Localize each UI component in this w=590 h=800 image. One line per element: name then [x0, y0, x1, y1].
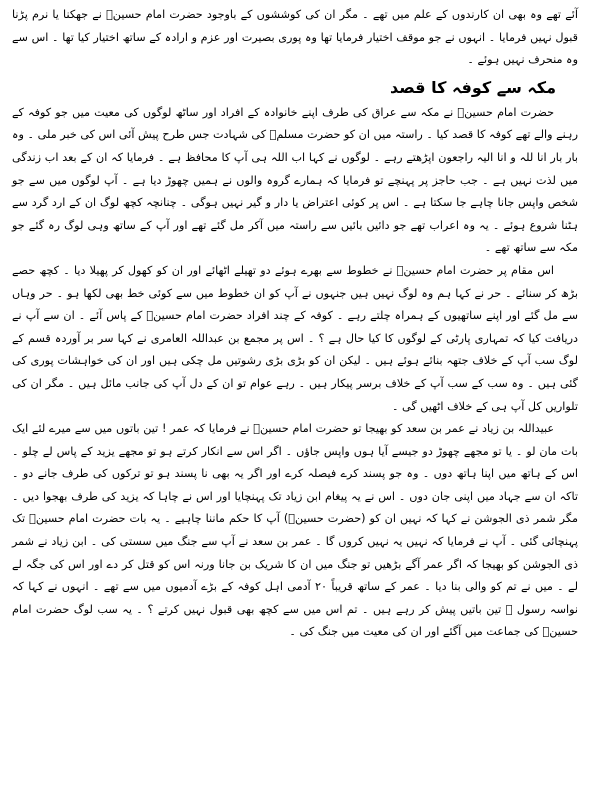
- body-paragraph-1: حضرت امام حسینؑ نے مکہ سے عراق کی طرف اپنے خانوادہ کے افراد اور ساٹھ لوگوں کی معیت میں جو کوفہ کے رہنے والے تھے کوفہ کا قصد کیا ۔ راستہ میں ان کو حضرت مسلمؑ کی شہادت جس طرح پیش آئی اس کی خبر ملی ۔ وہ بار بار انا للہ و انا الیہ راجعون اپڑھتے رہے ۔ لوگوں نے کہا اب اللہ ہی آپ کا محافظ ہے ۔ فرمایا کہ ان کے بعد اب زندگی میں لذت نہیں ہے ۔ جب حاجز پر پہنچے تو فرمایا کہ ہمارے گروہ والوں نے ہمیں چھوڑ دیا ہے ۔ آپ لوگوں میں سے جو شخص واپس جانا چاہے جا سکتا ہے ۔ اس پر کوئی اعتراض یا دار و گیر نہیں ہوگی ۔ چنانچہ کچھ لوگ ان کے ارد گرد سے ہٹنا شروع ہوئے ۔ یہ وہ اعراب تھے جو دائیں بائیں سے راستہ میں آکر مل گئے تھے اور آپ کے ساتھ وہی لوگ رہ گئے جو مکہ سے ساتھ تھے ۔: [12, 105, 578, 255]
- body-paragraph-3: عبیداللہ بن زیاد نے عمر بن سعد کو بھیجا تو حضرت امام حسینؑ نے فرمایا کہ عمر ! تین باتوں میں سے میرے لئے ایک بات مان لو ۔ یا تو مجھے چھوڑ دو جیسے آیا ہوں واپس جاؤں ۔ اگر اس سے انکار کرتے ہو تو مجھے یزید کے پاس لے چلو ۔ اس کے ہاتھ میں اپنا ہاتھ دوں ۔ وہ جو پسند کرے فیصلہ کرے اور اگر یہ بھی نا پسند ہو تو ترکوں کی طرف جانے دو ۔ تاکہ ان سے جہاد میں اپنی جان دوں ۔ اس نے یہ پیغام ابن زیاد تک پہنچایا اور اس نے چاہا کہ یزید کی طرف بھجوا دیں ۔ مگر شمر ذی الجوشن نے کہا کہ نہیں ان کو (حضرت حسینؑ) آپ کا حکم ماننا چاہیے ۔ یہ بات حضرت امام حسینؑ تک پہنچائی گئی ۔ آپ نے فرمایا کہ نہیں یہ نہیں کروں گا ۔ عمر بن سعد نے آپ سے جنگ میں سستی کی ۔ ابن زیاد نے شمر ذی الجوشن کو بھیجا کہ اگر عمر آگے بڑھیں تو جنگ میں ان کا شریک بن جانا ورنہ اس کو قتل کر دے اور اس کی جگہ لے لے ۔ میں نے تم کو والی بنا دیا ۔ عمر کے ساتھ قریباً ۲۰ آدمی اہل کوفہ کے بڑے آدمیوں میں سے تھے ۔ انہوں نے کہا کہ نواسہ رسول ﷺ تین باتیں پیش کر رہے ہیں ۔ تم اس میں سے کچھ بھی قبول نہیں کرتے ؟ ۔ یہ سب لوگ حضرت امام حسینؑ کی جماعت میں آگئے اور ان کی معیت میں جنگ کی ۔: [12, 422, 579, 639]
- section-heading: مکہ سے کوفہ کا قصد: [390, 77, 556, 97]
- body-paragraph-2: اس مقام پر حضرت امام حسینؑ نے خطوط سے بھرے ہوئے دو تھیلے اٹھائے اور ان کو کھول کر پھیلا دیا ۔ کچھ حصے بڑھ کر سنائے ۔ حر نے کہا ہم وہ لوگ نہیں ہیں جنہوں نے آپ کو ان خطوط میں سے کوئی خط بھی لکھا ہو ۔ حر وہاں سے مل گئے اور اپنے ساتھیوں کے ہمراہ چلتے رہے ۔ کوفہ کے چند افراد حضرت امام حسینؑ کے پاس آئے ۔ ان سے آپ نے دریافت کیا کہ تمہاری پارٹی کے لوگوں کا کیا حال ہے ؟ ۔ اس پر مجمع بن عبداللہ العامری نے کہا سر بر آوردہ قسم کے لوگ سب آپ کے خلاف جتھہ بنائے ہوئے ہیں ۔ لیکن ان کو بڑی بڑی رشوتیں مل چکی ہیں اور ان کی خواہشات پوری کی گئی ہیں ۔ وہ سب کے سب آپ کے خلاف برسر پیکار ہیں ۔ رہے عوام تو ان کے دل آپ کی جانب مائل ہیں ۔ مگر ان کی تلواریں کل آپ ہی کے خلاف اٹھیں گی ۔: [12, 263, 579, 413]
- intro-paragraph: آئے تھے وہ بھی ان کارندوں کے علم میں تھے ۔ مگر ان کی کوششوں کے باوجود حضرت امام حسینؑ نے جھکنا یا نرم پڑنا قبول نہیں فرمایا ۔ انہوں نے جو موقف اختیار فرمایا تھا وہ پوری بصیرت اور عزم و ارادہ کے ساتھ اختیار کیا تھا ۔ اس سے وہ منحرف نہیں ہوئے ۔: [12, 8, 578, 67]
